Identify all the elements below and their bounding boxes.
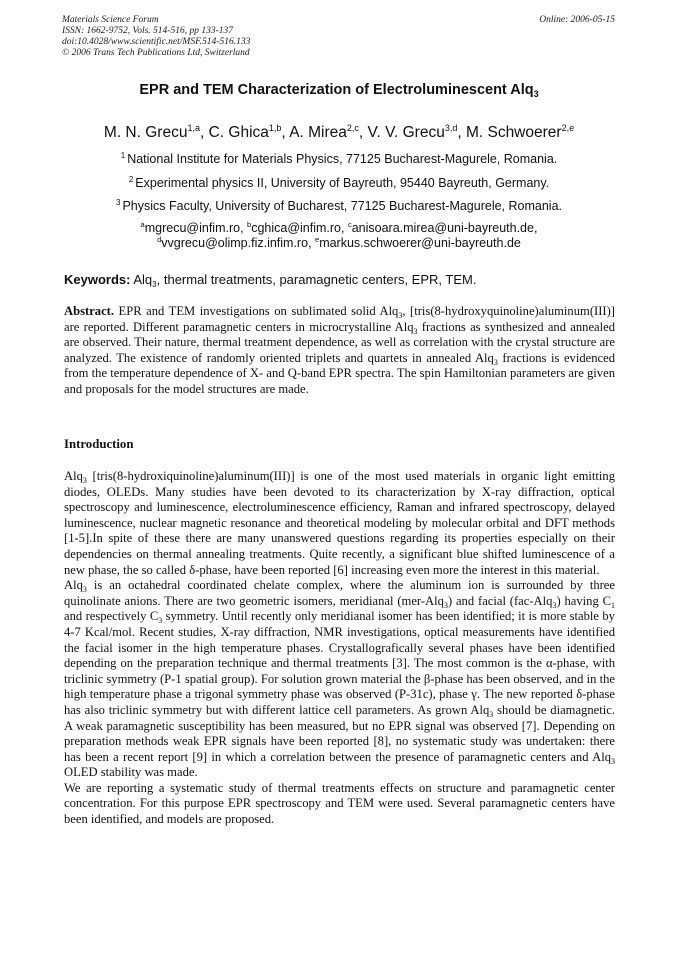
affiliation-2 [0,176,678,190]
text-run: Alq [64,469,83,483]
abstract-text: , [tris(8-hydroxyquinoline)aluminum(III)] are reported. Different paramagnetic centers in microcrystalline Alq [64,304,615,334]
affiliation-1 [0,152,678,166]
abstract-text: fractions as synthesized and annealed are observed. Their nature, thermal treatment dependence, as well as correlation with the crystal structure are analyzed. The existence of randomly oriented triplets and quartets in annealed Alq [64,319,616,365]
author-affil-mark: 1,b [268,123,282,133]
affiliation-text: National Institute for Materials Physics, 77125 Bucharest-Magurele, Romania. [127,152,558,166]
subscript: 3 [552,600,557,610]
email-mark: c [347,220,352,229]
text-run: [tris(8-hydroxiquinoline)aluminum(III)] is one of the most used materials in organic light emitting diodes, OLEDs. Many studies have been devoted to its characterization by X-ray diffraction, optical spectroscopy and luminescence, electroluminescence efficiency, Raman and infrared spectroscopy, delayed luminescence, nuclear magnetic resonance and theoretical modeling by molecular orbital and DFT methods [1-5].In spite of these there are many unanswered questions regarding its properties especially on their dependencies on thermal annealing treatments. Quite recently, a significant blue shifted luminescence of a new phase, the so called δ-phase, have been reported [6] increasing even more the interest in this material. [64,469,615,577]
author-affil-mark: 1,a [187,123,200,133]
subscript: 3 [158,616,163,626]
text-run: Alq [64,578,83,593]
text-run: should be diamagnetic. A weak paramagnetic susceptibility has been measured, but no EPR signal was observed [7]. Depending on preparation methods weak EPR signals have been reported [8], no systematic study was undertaken: there has been a recent report [9] in which a correlation between the presence of paramagnetic centers and Alq [64,702,615,764]
email-address[interactable]: markus.schwoerer@uni-bayreuth.de [319,236,521,250]
title-subscript: 3 [533,89,539,99]
journal-name: Materials Science Forum [62,15,159,25]
text-run: We are reporting a systematic study of thermal treatments effects on structure and paramagnetic center concentration. For this purpose EPR spectroscopy and TEM were used. Several paramagnetic centers have been identified, and models are proposed. [64,780,615,827]
affiliation-text: Experimental physics II, University of Bayreuth, 95440 Bayreuth, Germany. [135,176,550,190]
author-name: M. Schwoerer [465,124,562,141]
author-list: M. N. Grecu$^{1,a}$, C. Ghica$^{1,b}$, A. Mirea$^{2,c}$, V. V. Grecu$^{3,d}$, M. Schwoerer$^{2,e}$ [103,123,575,141]
subscript: 3 [398,311,403,320]
keyword-subscript: 3 [152,280,157,289]
affiliation-number: 1 [120,151,126,160]
keyword-alq: Alq [133,272,153,287]
email-address[interactable]: mgrecu@infim.ro [144,221,241,235]
doi-line: doi:10.4028/www.scientific.net/MSF.514-516.133 [62,37,251,47]
email-address[interactable]: cghica@infim.ro [251,221,342,235]
introduction-body [64,469,615,828]
author-name: M. N. Grecu [103,124,188,141]
author-name: V. V. Grecu [367,124,445,141]
title-text: EPR and TEM Characterization of Electroluminescent Alq [139,82,534,98]
text-run: is an octahedral coordinated chelate complex, where the aluminum ion is surrounded by three quinolinate anions. There are two geometric isomers, meridianal (mer-Alq [64,578,615,608]
subscript: 3 [82,585,87,595]
abstract [64,304,615,398]
section-heading-introduction: Introduction [64,437,134,451]
affiliation-3 [0,199,678,213]
affiliation-number: 3 [116,198,121,207]
email-line-1: $^a$mgrecu@infim.ro, $^b$cghica@infim.ro, $^c$anisoara.mirea@uni-bayreuth.de, [140,220,538,235]
subscript: 3 [443,600,448,610]
email-mark: a [140,220,145,229]
author-name: C. Ghica [208,124,269,141]
abstract-text: EPR and TEM investigations on sublimated solid Alq [114,304,399,318]
subscript: 3 [611,756,615,766]
online-date: Online: 2006-05-15 [539,15,615,25]
subscript: 3 [493,357,498,367]
email-address[interactable]: anisoara.mirea@uni-bayreuth.de [351,221,534,235]
text-run: and respectively C [64,609,159,624]
affiliation-number: 2 [128,175,134,184]
email-mark: d [157,235,162,244]
email-mark: b [247,220,252,229]
subscript: 1 [611,600,616,610]
subscript: 3 [82,476,87,485]
paragraph [64,578,615,781]
abstract-text: fractions is evidenced from the temperature dependence of X- and Q-band EPR spectra. The spin Hamiltonian parameters are given and proposals for the model structures are made. [64,350,615,396]
author-affil-mark: 2,e [561,123,575,133]
affiliation-text: Physics Faculty, University of Bucharest, 77125 Bucharest-Magurele, Romania. [122,199,562,213]
journal-header [62,15,250,59]
copyright-line: © 2006 Trans Tech Publications Ltd, Switzerland [62,48,250,58]
paper-title [0,82,678,99]
paragraph [64,781,615,828]
issn-line: ISSN: 1662-9752, Vols. 514-516, pp 133-137 [62,26,233,36]
email-line-2: $^d$vvgrecu@olimp.fiz.infim.ro, $^e$markus.schwoerer@uni-bayreuth.de [157,235,521,250]
keywords [64,272,615,289]
paragraph [64,469,615,578]
text-run: ) having C [556,593,612,608]
email-list [0,221,678,251]
keywords-label: Keywords: [64,272,131,287]
author-affil-mark: 3,d [444,123,458,133]
text-run: ) and facial (fac-Alq [447,593,553,608]
text-run: OLED stability was made. [64,765,198,780]
email-mark: e [315,235,320,244]
subscript: 3 [489,709,494,719]
abstract-label: Abstract. [64,304,115,318]
text-run: symmetry. Until recently only meridianal isomer has been identified; it is more stable by 4-7 Kcal/mol. Recent studies, X-ray diffraction, NMR investigations, optical measurements have identified the facial isomer in the high temperature phases. Crystallografically several phases have been identified depending on the preparation technique and thermal treatments [3]. The most common is the α-phase, with triclinic symmetry (P-1 spatial group). For solution grown material the β-phase has been observed, and in the high temperature phase a trigonal symmetry phase was observed (P-31c), phase γ. The new reported δ-phase has also triclinic symmetry but with different lattice cell parameters. As grown Alq [64,609,615,717]
subscript: 3 [413,326,418,336]
author-name: A. Mirea [289,124,347,141]
author-affil-mark: 2,c [346,123,359,133]
keywords-rest: , thermal treatments, paramagnetic centers, EPR, TEM. [156,272,477,287]
email-address[interactable]: vvgrecu@olimp.fiz.infim.ro [161,236,309,250]
